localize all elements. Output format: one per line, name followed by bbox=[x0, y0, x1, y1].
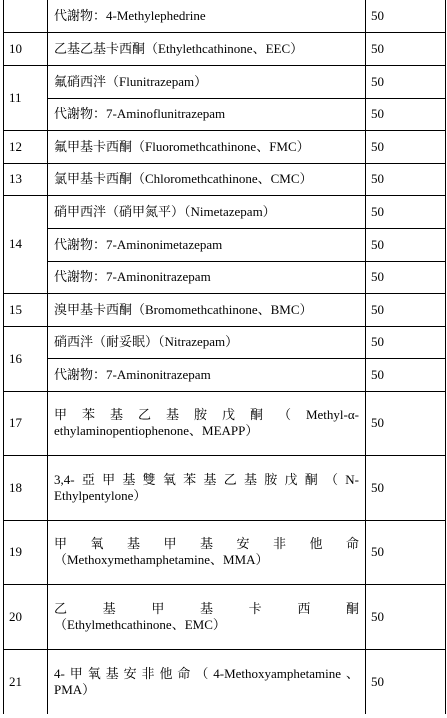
table-row bbox=[4, 649, 446, 714]
substance-name-cell: 硝西泮（耐妥眠）（Nitrazepam） bbox=[48, 326, 366, 358]
limit-cell: 50 bbox=[366, 358, 446, 391]
substance-name-line: 甲氧基甲基安非他命 bbox=[54, 536, 359, 551]
table-row bbox=[4, 228, 446, 261]
limit-cell: 50 bbox=[366, 98, 446, 130]
item-number-cell: 12 bbox=[4, 130, 48, 163]
table-row bbox=[4, 261, 446, 293]
table-row bbox=[4, 358, 446, 391]
substance-name-cell bbox=[48, 455, 366, 520]
item-number-cell: 10 bbox=[4, 32, 48, 65]
table-row bbox=[4, 520, 446, 584]
item-number-cell: 20 bbox=[4, 584, 48, 649]
substance-name-line: Ethylpentylone） bbox=[54, 487, 147, 503]
metabolite-name-cell: 代謝物：7-Aminonitrazepam bbox=[48, 358, 366, 391]
limit-cell: 50 bbox=[366, 65, 446, 98]
limit-cell: 50 bbox=[366, 130, 446, 163]
item-number-cell: 17 bbox=[4, 391, 48, 455]
substance-name-line: 甲苯基乙基胺戊酮（Methyl-α- bbox=[54, 407, 359, 422]
table-row bbox=[4, 98, 446, 130]
table-row bbox=[4, 0, 446, 32]
table-row bbox=[4, 455, 446, 520]
limit-cell: 50 bbox=[366, 195, 446, 228]
substance-name-line: ethylaminopentiophenone、MEAPP） bbox=[54, 423, 259, 438]
limit-cell: 50 bbox=[366, 0, 446, 32]
metabolite-name-cell: 代謝物：7-Aminonimetazepam bbox=[48, 228, 366, 261]
limit-cell: 50 bbox=[366, 293, 446, 326]
table-row bbox=[4, 391, 446, 455]
substance-name-cell: 氯甲基卡西酮（Chloromethcathinone、CMC） bbox=[48, 163, 366, 195]
table-row bbox=[4, 32, 446, 65]
item-number-cell: 21 bbox=[4, 649, 48, 714]
metabolite-name-cell: 代謝物：7-Aminoflunitrazepam bbox=[48, 98, 366, 130]
table-row bbox=[4, 326, 446, 358]
substance-name-cell: 氟硝西泮（Flunitrazepam） bbox=[48, 65, 366, 98]
limit-cell: 50 bbox=[366, 520, 446, 584]
item-number-cell bbox=[4, 0, 48, 32]
substance-name-cell: 硝甲西泮（硝甲氮平）（Nimetazepam） bbox=[48, 195, 366, 228]
item-number-cell: 16 bbox=[4, 326, 48, 391]
item-number-cell: 14 bbox=[4, 195, 48, 293]
limit-cell: 50 bbox=[366, 649, 446, 714]
substance-name-cell bbox=[48, 391, 366, 455]
substance-name-cell: 氟甲基卡西酮（Fluoromethcathinone、FMC） bbox=[48, 130, 366, 163]
substance-name-line: 乙基甲基卡西酮 bbox=[54, 600, 359, 616]
substance-name-line: 3,4-亞甲基雙氧苯基乙基胺戊酮（N- bbox=[54, 471, 359, 487]
table-row bbox=[4, 584, 446, 649]
item-number-cell: 18 bbox=[4, 455, 48, 520]
limit-cell: 50 bbox=[366, 584, 446, 649]
substance-name-cell: 代謝物：4-Methylephedrine bbox=[48, 0, 366, 32]
limit-cell: 50 bbox=[366, 261, 446, 293]
table-row bbox=[4, 130, 446, 163]
table-row bbox=[4, 163, 446, 195]
table-row bbox=[4, 195, 446, 228]
substance-name-cell bbox=[48, 649, 366, 714]
substance-name-cell: 溴甲基卡西酮（Bromomethcathinone、BMC） bbox=[48, 293, 366, 326]
limit-cell: 50 bbox=[366, 326, 446, 358]
substance-name-cell: 乙基乙基卡西酮（Ethylethcathinone、EEC） bbox=[48, 32, 366, 65]
item-number-cell: 13 bbox=[4, 163, 48, 195]
substance-name-line: PMA） bbox=[54, 681, 96, 697]
metabolite-name-cell: 代謝物：7-Aminonitrazepam bbox=[48, 261, 366, 293]
limit-cell: 50 bbox=[366, 455, 446, 520]
substance-name-cell bbox=[48, 520, 366, 584]
limit-cell: 50 bbox=[366, 228, 446, 261]
item-number-cell: 15 bbox=[4, 293, 48, 326]
limit-cell: 50 bbox=[366, 391, 446, 455]
substance-name-line: （Ethylmethcathinone、EMC） bbox=[54, 616, 226, 632]
substance-name-line: （Methoxymethamphetamine、MMA） bbox=[54, 552, 269, 567]
drug-limit-table bbox=[3, 0, 446, 714]
table-row bbox=[4, 293, 446, 326]
limit-cell: 50 bbox=[366, 163, 446, 195]
item-number-cell: 11 bbox=[4, 65, 48, 130]
table-row bbox=[4, 65, 446, 98]
limit-cell: 50 bbox=[366, 32, 446, 65]
substance-name-cell bbox=[48, 584, 366, 649]
item-number-cell: 19 bbox=[4, 520, 48, 584]
substance-name-line: 4-甲氧基安非他命（4-Methoxyamphetamine、 bbox=[54, 665, 359, 681]
